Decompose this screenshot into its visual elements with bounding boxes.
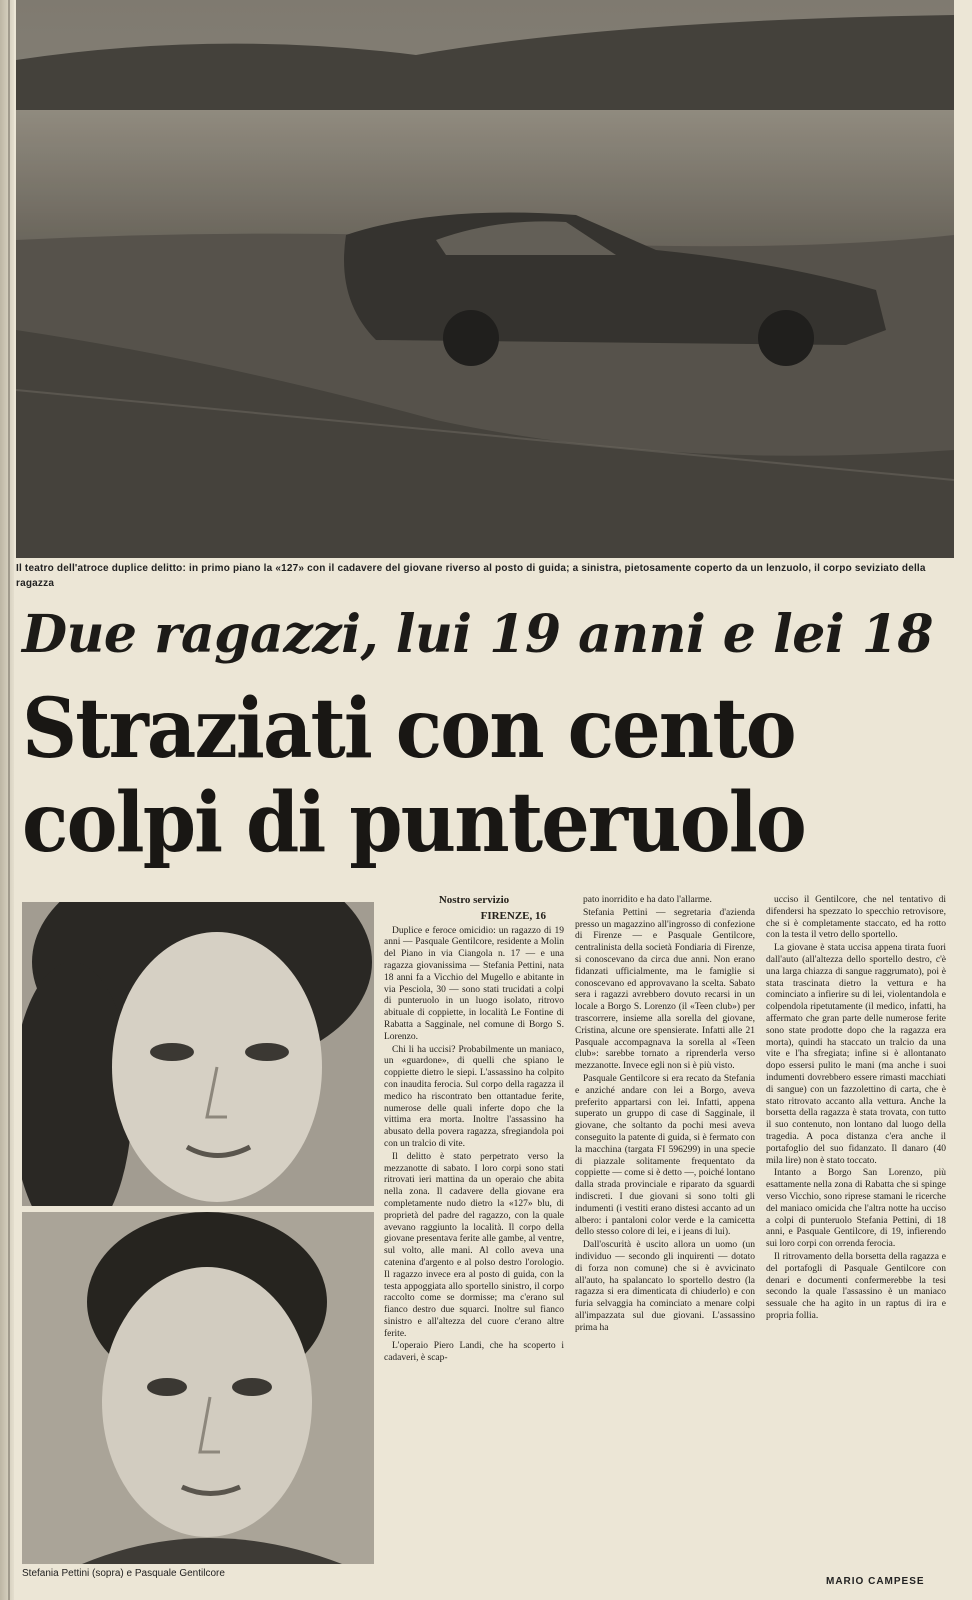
portrait-stefania: [22, 902, 374, 1206]
headline-line-2: colpi di punteruolo: [22, 775, 805, 871]
paragraph: L'operaio Piero Landi, che ha scoperto i cadaveri, è scap-: [384, 1341, 564, 1364]
paragraph: Pasquale Gentilcore si era recato da Stefania e anziché andare con lei a Borgo, aveva preferito appartarsi con lei. Infatti, appena superato un gruppo di case di Sagginale, il giovane, che soltanto da pochi mesi aveva conseguito la patente di guida, si è fermato con la macchina (targata FI 596299) in una specie di piazzale solitamente frequentato da coppiette — come si è detto —, poiché lontano dalla strada provinciale e riparato da sguardi indiscreti. I due giovani si sono tolti gli indumenti (i vestiti erano distesi accanto ad un albero: i pantaloni color verde e la camicetta dello stesso colore di lei, e i jeans di lui).: [575, 1073, 755, 1238]
paragraph: Dall'oscurità è uscito allora un uomo (un individuo — secondo gli inquirenti — dotato di forza non comune) che si è avvicinato all'auto, ha spalancato lo sportello destro (la ragazza si era dimenticata di chiuderlo) e con furia selvaggia ha cominciato a menare colpi all'impazzata sul due giovani. L'assassino prima ha: [575, 1240, 755, 1333]
paragraph: Il delitto è stato perpetrato verso la mezzanotte di sabato. I loro corpi sono stati ritrovati ieri mattina da un operaio che abita nella zona. Il cadavere della giovane era completamente nudo dietro la «127» blu, di proprietà del padre del ragazzo, con la quale avevano raggiunto la località. Il corpo della giovane presentava ferite alle gambe, al ventre, sul volto, alle mani. Al collo aveva una catenina d'argento e al polso destro l'orologio. Il ragazzo invece era al posto di guida, con la testa appoggiata allo sportello sinistro, il corpo raccolto come se dormisse; ma c'erano sul fianco destro due squarci. Inoltre sul fianco sinistro e all'altezza del cuore c'erano altre ferite.: [384, 1151, 564, 1339]
byline-service: Nostro servizio: [438, 894, 510, 906]
paragraph: Chi li ha uccisi? Probabilmente un maniaco, un «guardone», di quelli che spiano le coppiette dietro le siepi. L'assassino ha colpito con inaudita ferocia. Sul corpo della ragazza il medico ha riscontrato ben ottantadue ferite, numerose delle quali inferte dopo che la vittima era morta. Inoltre l'assassino ha abusato della povera ragazza, sfregiandola poi con un tralcio di vite.: [384, 1044, 564, 1149]
paragraph: Duplice e feroce omicidio: un ragazzo di 19 anni — Pasquale Gentilcore, residente a Molin del Piano in via Ciangola n. 17 — e una ragazza giovanissima — Stefania Pettini, nata 18 anni fa a Vicchio del Mugello e abitante in via Pesciola, 30 — sono stati trucidati a colpi di punteruolo in un luogo isolato, ritrovo abituale di coppiette, in località Le Fontine di Rabatta a Sagginale, nel comune di Borgo S. Lorenzo.: [384, 925, 564, 1042]
portrait-pasquale: [22, 1212, 374, 1564]
paragraph: La giovane è stata uccisa appena tirata fuori dall'auto (all'altezza dello sportello destro, c'è una larga chiazza di sangue raggrumato), poi è stata trascinata dietro la vettura e ha cominciato a infierire su di lei, violentandola e colpendola ripetutamente (il medico, infatti, ha affermato che gran parte delle numerose ferite sono state prodotte dopo che la ragazza era morta), quindi ha staccato un tralcio da una vite e l'ha sfregiata; infine si è allontanato dopo essersi pulito le mani (ma anche i suoi indumenti dovrebbero essere rimasti macchiati di sangue) con un fazzolettino di carta, che è stato ritrovato accanto alla vettura. Anche la borsetta della ragazza è stata trovata, con tutto il suo contenuto, non lontano dal luogo della tragedia. A poca distanza c'era anche il portafoglio del suo fidanzato. Il danaro (40 mila lire) non è stato toccato.: [766, 943, 946, 1166]
article-column-1: [384, 895, 564, 1366]
fold-line: [8, 0, 10, 1600]
crime-scene-illustration: [16, 0, 954, 558]
main-headline: [22, 682, 887, 870]
paragraph: pato inorridito e ha dato l'allarme.: [583, 895, 712, 905]
headline-line-1: Straziati con cento: [22, 681, 795, 777]
paragraph: Stefania Pettini — segretaria d'azienda presso un magazzino all'ingrosso di confezione di Firenze — e Pasquale Gentilcore, centralinista della società Fondiaria di Firenze, si conoscevano da circa due anni. Non erano fidanzati ufficialmente, ma le famiglie si conoscevano ed approvavano la scelta. Sabato sera i ragazzi avrebbero dovuto recarsi in un locale a Borgo S. Lorenzo (il «Teen club») per trascorrere, insieme alla sorella del giovane, Cristina, alcune ore spensierate. Infatti alle 21 Pasquale accompagnava la sorella al «Teen club»: sarebbe tornato a riprenderla verso mezzanotte. Invece egli non si è più visto.: [575, 907, 755, 1072]
paragraph: Il ritrovamento della borsetta della ragazza e del portafogli di Pasquale Gentilcore con denari e documenti confermerebbe la tesi secondo la quale l'assassino è un maniaco sessuale che ha agito in un raptus di ira e propria follia.: [766, 1251, 946, 1321]
dateline: FIRENZE, 16: [480, 909, 546, 922]
paragraph: ucciso il Gentilcore, che nel tentativo di difendersi ha spezzato lo specchio retrovisore, che si è completamente staccato, ed ha rotto con la testa il vetro dello sportello.: [766, 895, 946, 941]
article-column-2: [575, 895, 755, 1335]
crime-scene-photo: [16, 0, 954, 558]
page-edge: [0, 0, 14, 1600]
article-column-3: [766, 895, 946, 1324]
portraits-caption: Stefania Pettini (sopra) e Pasquale Gentilcore: [22, 1568, 225, 1579]
paragraph: Intanto a Borgo San Lorenzo, più esattamente nella zona di Rabatta che si spinge verso Vicchio, sono riprese stamani le ricerche del maniaco omicida che l'altra notte ha ucciso a colpi di punteruolo Stefania Pettini, di 18 anni, e Pasquale Gentilcore, di 19, infierendo sui loro corpi con orrenda ferocia.: [766, 1168, 946, 1250]
author-signature: MARIO CAMPESE: [826, 1576, 925, 1587]
photo-caption: Il teatro dell'atroce duplice delitto: in primo piano la «127» con il cadavere del giovane riverso al posto di guida; a sinistra, pietosamente coperto da un lenzuolo, il corpo seviziato della ragazza: [16, 563, 926, 589]
headline-kicker: Due ragazzi, lui 19 anni e lei 18: [22, 604, 934, 665]
portrait-pasquale-illustration: [22, 1212, 374, 1564]
portrait-stefania-illustration: [22, 902, 374, 1206]
